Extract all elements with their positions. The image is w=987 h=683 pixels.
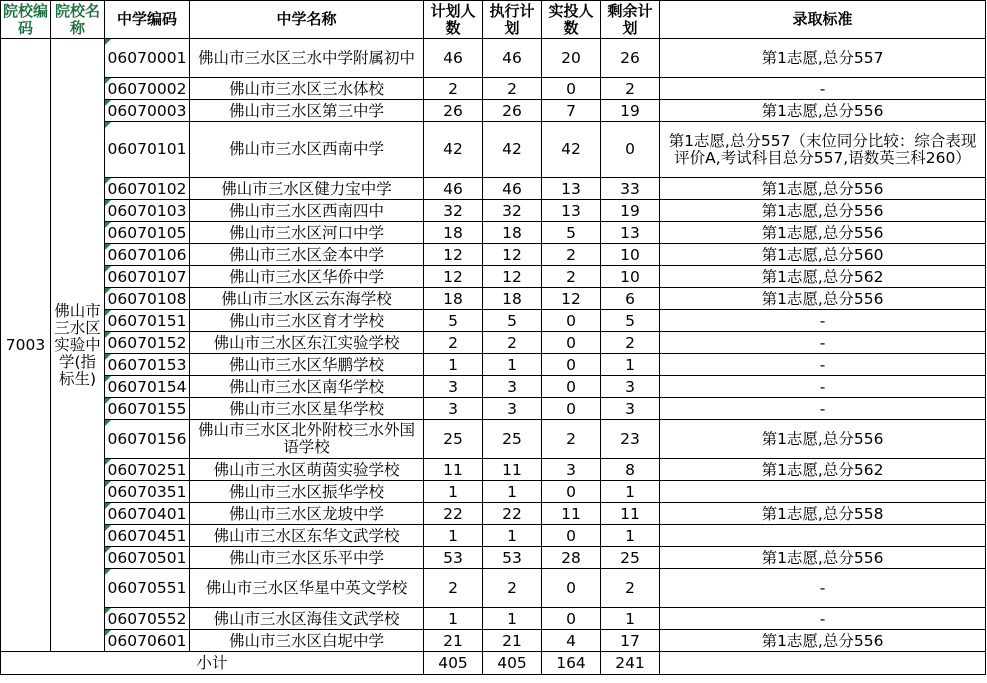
- cell-code: 06070153: [105, 354, 190, 376]
- cell-exec: 46: [483, 178, 542, 200]
- cell-plan: 12: [424, 266, 483, 288]
- table-row: [1, 398, 986, 420]
- cell-code: 06070156: [105, 420, 190, 459]
- cell-standard: -: [660, 569, 986, 608]
- cell-exec: 1: [483, 354, 542, 376]
- cell-exec: 12: [483, 266, 542, 288]
- table-row: [1, 222, 986, 244]
- cell-standard: [660, 525, 986, 547]
- cell-actual: 13: [542, 200, 601, 222]
- cell-actual: 4: [542, 630, 601, 652]
- cell-standard: -: [660, 332, 986, 354]
- table-row: [1, 608, 986, 630]
- cell-standard: 第1志愿,总分556: [660, 420, 986, 459]
- cell-name: 佛山市三水区星华学校: [190, 398, 424, 420]
- cell-actual: 7: [542, 100, 601, 122]
- cell-remain: 5: [601, 310, 660, 332]
- cell-name: 佛山市三水区东华文武学校: [190, 525, 424, 547]
- cell-actual: 0: [542, 332, 601, 354]
- cell-remain: 10: [601, 244, 660, 266]
- cell-code: 06070601: [105, 630, 190, 652]
- cell-remain: 19: [601, 100, 660, 122]
- cell-remain: 10: [601, 266, 660, 288]
- cell-code: 06070154: [105, 376, 190, 398]
- cell-remain: 26: [601, 39, 660, 78]
- cell-standard: [660, 481, 986, 503]
- cell-actual: 0: [542, 525, 601, 547]
- cell-code: 06070001: [105, 39, 190, 78]
- cell-name: 佛山市三水区乐平中学: [190, 547, 424, 569]
- cell-actual: 2: [542, 420, 601, 459]
- subtotal-row: [1, 652, 986, 675]
- cell-plan: 21: [424, 630, 483, 652]
- cell-exec: 32: [483, 200, 542, 222]
- cell-code: 06070106: [105, 244, 190, 266]
- header-college-code: 院校编码: [1, 1, 51, 39]
- cell-name: 佛山市三水区育才学校: [190, 310, 424, 332]
- cell-exec: 18: [483, 222, 542, 244]
- cell-code: 06070401: [105, 503, 190, 525]
- cell-remain: 17: [601, 630, 660, 652]
- cell-standard: 第1志愿,总分556: [660, 100, 986, 122]
- table-row: [1, 122, 986, 178]
- cell-actual: 13: [542, 178, 601, 200]
- cell-code: 06070501: [105, 547, 190, 569]
- cell-standard: -: [660, 398, 986, 420]
- table-row: [1, 100, 986, 122]
- cell-actual: 2: [542, 266, 601, 288]
- cell-plan: 18: [424, 288, 483, 310]
- cell-actual: 0: [542, 354, 601, 376]
- subtotal-exec: 405: [483, 652, 542, 675]
- cell-standard: 第1志愿,总分557: [660, 39, 986, 78]
- cell-actual: 42: [542, 122, 601, 178]
- cell-exec: 2: [483, 332, 542, 354]
- cell-name: 佛山市三水区东江实验学校: [190, 332, 424, 354]
- cell-standard: -: [660, 376, 986, 398]
- cell-name: 佛山市三水区云东海学校: [190, 288, 424, 310]
- cell-remain: 23: [601, 420, 660, 459]
- cell-exec: 26: [483, 100, 542, 122]
- table-row: [1, 78, 986, 100]
- cell-plan: 26: [424, 100, 483, 122]
- cell-standard: 第1志愿,总分556: [660, 178, 986, 200]
- cell-actual: 0: [542, 310, 601, 332]
- cell-exec: 3: [483, 398, 542, 420]
- cell-name: 佛山市三水区第三中学: [190, 100, 424, 122]
- cell-code: 06070451: [105, 525, 190, 547]
- cell-actual: 0: [542, 481, 601, 503]
- cell-name: 佛山市三水区三水中学附属初中: [190, 39, 424, 78]
- cell-plan: 46: [424, 39, 483, 78]
- cell-actual: 0: [542, 569, 601, 608]
- header-remain: 剩余计划: [601, 1, 660, 39]
- cell-remain: 2: [601, 332, 660, 354]
- table-row: [1, 481, 986, 503]
- cell-actual: 0: [542, 376, 601, 398]
- cell-name: 佛山市三水区白坭中学: [190, 630, 424, 652]
- cell-name: 佛山市三水区三水体校: [190, 78, 424, 100]
- cell-plan: 11: [424, 459, 483, 481]
- cell-plan: 32: [424, 200, 483, 222]
- cell-code: 06070251: [105, 459, 190, 481]
- cell-exec: 2: [483, 569, 542, 608]
- cell-remain: 3: [601, 398, 660, 420]
- cell-plan: 22: [424, 503, 483, 525]
- cell-standard: 第1志愿,总分556: [660, 288, 986, 310]
- cell-actual: 2: [542, 244, 601, 266]
- cell-code: 06070003: [105, 100, 190, 122]
- cell-name: 佛山市三水区华鹏学校: [190, 354, 424, 376]
- cell-remain: 1: [601, 481, 660, 503]
- subtotal-plan: 405: [424, 652, 483, 675]
- cell-remain: 1: [601, 525, 660, 547]
- cell-name: 佛山市三水区海佳文武学校: [190, 608, 424, 630]
- cell-code: 06070351: [105, 481, 190, 503]
- cell-standard: 第1志愿,总分556: [660, 200, 986, 222]
- cell-exec: 21: [483, 630, 542, 652]
- header-school-code: 中学编码: [105, 1, 190, 39]
- subtotal-remain: 241: [601, 652, 660, 675]
- cell-remain: 3: [601, 376, 660, 398]
- table-row: [1, 332, 986, 354]
- table-row: [1, 569, 986, 608]
- cell-standard: 第1志愿,总分562: [660, 459, 986, 481]
- cell-exec: 42: [483, 122, 542, 178]
- cell-standard: -: [660, 310, 986, 332]
- cell-plan: 3: [424, 398, 483, 420]
- cell-name: 佛山市三水区健力宝中学: [190, 178, 424, 200]
- cell-actual: 0: [542, 398, 601, 420]
- cell-actual: 3: [542, 459, 601, 481]
- cell-standard: 第1志愿,总分556: [660, 222, 986, 244]
- cell-name: 佛山市三水区河口中学: [190, 222, 424, 244]
- cell-code: 06070551: [105, 569, 190, 608]
- cell-name: 佛山市三水区西南中学: [190, 122, 424, 178]
- header-plan: 计划人数: [424, 1, 483, 39]
- subtotal-standard: [660, 652, 986, 675]
- table-row: [1, 630, 986, 652]
- cell-actual: 20: [542, 39, 601, 78]
- cell-plan: 12: [424, 244, 483, 266]
- table-row: [1, 459, 986, 481]
- cell-remain: 2: [601, 78, 660, 100]
- cell-name: 佛山市三水区振华学校: [190, 481, 424, 503]
- cell-standard: 第1志愿,总分557（末位同分比较：综合表现评价A,考试科目总分557,语数英三科260）: [660, 122, 986, 178]
- cell-plan: 3: [424, 376, 483, 398]
- cell-exec: 11: [483, 459, 542, 481]
- cell-name: 佛山市三水区萌茵实验学校: [190, 459, 424, 481]
- cell-actual: 11: [542, 503, 601, 525]
- cell-standard: 第1志愿,总分560: [660, 244, 986, 266]
- cell-standard: 第1志愿,总分556: [660, 630, 986, 652]
- header-standard: 录取标准: [660, 1, 986, 39]
- cell-code: 06070105: [105, 222, 190, 244]
- cell-plan: 1: [424, 525, 483, 547]
- cell-standard: 第1志愿,总分558: [660, 503, 986, 525]
- table-row: [1, 200, 986, 222]
- cell-standard: 第1志愿,总分562: [660, 266, 986, 288]
- header-college-name: 院校名称: [51, 1, 105, 39]
- table-row: [1, 376, 986, 398]
- header-exec: 执行计划: [483, 1, 542, 39]
- header-row: [1, 1, 986, 39]
- table-row: [1, 547, 986, 569]
- table-row: [1, 525, 986, 547]
- table-row: [1, 288, 986, 310]
- cell-code: 06070552: [105, 608, 190, 630]
- header-school-name: 中学名称: [190, 1, 424, 39]
- cell-plan: 42: [424, 122, 483, 178]
- cell-exec: 1: [483, 525, 542, 547]
- cell-actual: 28: [542, 547, 601, 569]
- cell-plan: 1: [424, 354, 483, 376]
- cell-actual: 12: [542, 288, 601, 310]
- college-code-cell: 7003: [1, 39, 51, 652]
- cell-exec: 18: [483, 288, 542, 310]
- cell-code: 06070002: [105, 78, 190, 100]
- college-name-cell: 佛山市三水区实验中学(指标生): [51, 39, 105, 652]
- cell-exec: 12: [483, 244, 542, 266]
- cell-exec: 46: [483, 39, 542, 78]
- table-row: [1, 310, 986, 332]
- cell-name: 佛山市三水区龙坡中学: [190, 503, 424, 525]
- cell-exec: 1: [483, 608, 542, 630]
- cell-plan: 25: [424, 420, 483, 459]
- cell-code: 06070107: [105, 266, 190, 288]
- cell-name: 佛山市三水区金本中学: [190, 244, 424, 266]
- cell-remain: 19: [601, 200, 660, 222]
- cell-exec: 22: [483, 503, 542, 525]
- cell-plan: 1: [424, 481, 483, 503]
- table-row: [1, 354, 986, 376]
- cell-remain: 2: [601, 569, 660, 608]
- cell-actual: 5: [542, 222, 601, 244]
- cell-code: 06070151: [105, 310, 190, 332]
- cell-code: 06070152: [105, 332, 190, 354]
- cell-exec: 3: [483, 376, 542, 398]
- cell-remain: 13: [601, 222, 660, 244]
- cell-actual: 0: [542, 78, 601, 100]
- cell-code: 06070103: [105, 200, 190, 222]
- cell-plan: 1: [424, 608, 483, 630]
- cell-code: 06070108: [105, 288, 190, 310]
- cell-plan: 2: [424, 78, 483, 100]
- table-row: [1, 39, 986, 78]
- table-row: [1, 178, 986, 200]
- subtotal-label: 小计: [1, 652, 424, 675]
- cell-exec: 25: [483, 420, 542, 459]
- cell-name: 佛山市三水区南华学校: [190, 376, 424, 398]
- cell-remain: 0: [601, 122, 660, 178]
- cell-name: 佛山市三水区华星中英文学校: [190, 569, 424, 608]
- cell-remain: 1: [601, 608, 660, 630]
- cell-exec: 53: [483, 547, 542, 569]
- cell-exec: 5: [483, 310, 542, 332]
- cell-name: 佛山市三水区华侨中学: [190, 266, 424, 288]
- cell-remain: 11: [601, 503, 660, 525]
- table-row: [1, 503, 986, 525]
- cell-exec: 1: [483, 481, 542, 503]
- table-row: [1, 420, 986, 459]
- cell-plan: 53: [424, 547, 483, 569]
- table-row: [1, 244, 986, 266]
- cell-plan: 18: [424, 222, 483, 244]
- cell-standard: 第1志愿,总分556: [660, 547, 986, 569]
- cell-plan: 2: [424, 569, 483, 608]
- cell-standard: -: [660, 354, 986, 376]
- cell-standard: -: [660, 608, 986, 630]
- cell-name: 佛山市三水区北外附校三水外国语学校: [190, 420, 424, 459]
- cell-code: 06070101: [105, 122, 190, 178]
- cell-plan: 5: [424, 310, 483, 332]
- cell-plan: 46: [424, 178, 483, 200]
- cell-remain: 8: [601, 459, 660, 481]
- cell-plan: 2: [424, 332, 483, 354]
- table-row: [1, 266, 986, 288]
- cell-standard: -: [660, 78, 986, 100]
- cell-name: 佛山市三水区西南四中: [190, 200, 424, 222]
- table-body: [1, 39, 986, 675]
- header-actual: 实投人数: [542, 1, 601, 39]
- cell-code: 06070102: [105, 178, 190, 200]
- cell-actual: 0: [542, 608, 601, 630]
- cell-exec: 2: [483, 78, 542, 100]
- cell-remain: 25: [601, 547, 660, 569]
- cell-code: 06070155: [105, 398, 190, 420]
- cell-remain: 1: [601, 354, 660, 376]
- subtotal-actual: 164: [542, 652, 601, 675]
- cell-remain: 33: [601, 178, 660, 200]
- cell-remain: 6: [601, 288, 660, 310]
